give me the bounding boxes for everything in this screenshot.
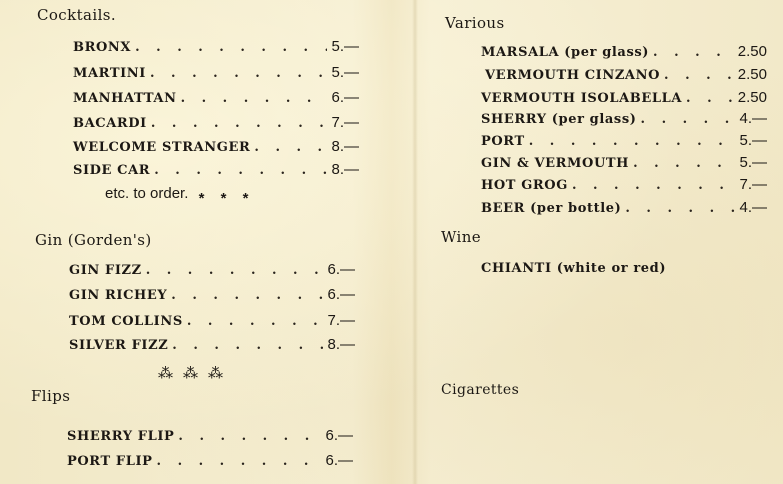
section-title-cocktails: Cocktails. xyxy=(37,6,117,24)
dot-leader xyxy=(686,91,734,106)
menu-item xyxy=(73,38,359,58)
item-name: SIDE CAR xyxy=(73,163,151,178)
item-price: 2.50 xyxy=(737,89,767,106)
dot-leader xyxy=(172,338,323,353)
menu-item xyxy=(73,89,359,109)
item-name: MARTINI xyxy=(73,66,146,81)
section-divider: ⁂⁂⁂ xyxy=(158,364,233,382)
dot-leader xyxy=(151,116,328,131)
dot-leader xyxy=(146,263,324,278)
section-title-various: Various xyxy=(445,14,505,32)
item-price: 4.— xyxy=(739,199,767,216)
item-price: 6.— xyxy=(327,286,355,303)
item-price: 5.— xyxy=(331,38,359,55)
item-name: SHERRY (per glass) xyxy=(481,112,637,127)
item-price: 8.— xyxy=(331,138,359,155)
menu-item xyxy=(73,138,359,158)
item-name: VERMOUTH ISOLABELLA xyxy=(481,91,683,106)
menu-item xyxy=(69,261,355,281)
dot-leader xyxy=(150,66,328,81)
dot-leader xyxy=(157,454,322,469)
item-name: MANHATTAN xyxy=(73,91,177,106)
note-stars: * * * xyxy=(198,190,255,207)
dot-leader xyxy=(154,163,327,178)
menu-item xyxy=(69,336,355,356)
item-name: CHIANTI (white or red) xyxy=(481,261,667,276)
item-name: BACARDI xyxy=(73,116,147,131)
dot-leader xyxy=(664,68,734,83)
dot-leader xyxy=(181,91,328,106)
item-name: TOM COLLINS xyxy=(69,314,183,329)
dot-leader xyxy=(187,314,324,329)
item-price: 5.— xyxy=(739,154,767,171)
menu-item xyxy=(481,132,767,152)
item-price: 5.— xyxy=(739,132,767,149)
dot-leader xyxy=(254,140,327,155)
item-price: 6.— xyxy=(327,261,355,278)
item-name: MARSALA (per glass) xyxy=(481,45,650,60)
item-price: 8.— xyxy=(331,161,359,178)
menu-item xyxy=(485,66,767,86)
menu-item xyxy=(481,176,767,196)
section-title-gin: Gin (Gorden's) xyxy=(35,231,152,249)
menu-item xyxy=(481,43,767,63)
order-note-text: etc. to order. xyxy=(105,185,189,202)
item-name: SILVER FIZZ xyxy=(69,338,169,353)
menu-item xyxy=(481,89,767,109)
dot-leader xyxy=(135,40,327,55)
section-title-flips: Flips xyxy=(31,387,71,405)
item-name: VERMOUTH CINZANO xyxy=(485,68,661,83)
section-title-wine: Wine xyxy=(441,228,482,246)
menu-item xyxy=(69,286,355,306)
item-name: BRONX xyxy=(73,40,132,55)
dot-leader xyxy=(633,156,735,171)
menu-item xyxy=(67,427,353,447)
menu-item xyxy=(73,161,359,181)
item-price: 7.— xyxy=(327,312,355,329)
menu-item xyxy=(73,64,359,84)
item-price: 4.— xyxy=(739,110,767,127)
menu-item xyxy=(69,312,355,332)
menu-item xyxy=(481,154,767,174)
item-name: PORT xyxy=(481,134,525,149)
item-price: 6.— xyxy=(331,89,359,106)
menu-item xyxy=(481,261,666,281)
dot-leader xyxy=(625,201,735,216)
item-price: 2.50 xyxy=(737,66,767,83)
item-price: 2.50 xyxy=(737,43,767,60)
item-name: BEER (per bottle) xyxy=(481,201,622,216)
dot-leader xyxy=(178,429,321,444)
item-name: SHERRY FLIP xyxy=(67,429,175,444)
item-name: WELCOME STRANGER xyxy=(73,140,251,155)
dot-leader xyxy=(653,45,734,60)
dot-leader xyxy=(641,112,736,127)
item-name: GIN & VERMOUTH xyxy=(481,156,630,171)
menu-item xyxy=(73,114,359,134)
item-name: GIN FIZZ xyxy=(69,263,142,278)
item-name: HOT GROG xyxy=(481,178,568,193)
dot-leader xyxy=(171,288,323,303)
item-price: 6.— xyxy=(325,427,353,444)
order-note xyxy=(105,185,255,207)
section-title-cigarettes: Cigarettes xyxy=(441,382,520,398)
item-name: GIN RICHEY xyxy=(69,288,168,303)
page-fold xyxy=(412,0,418,484)
item-price: 6.— xyxy=(325,452,353,469)
menu-item xyxy=(481,110,767,130)
menu-item xyxy=(67,452,353,472)
item-price: 7.— xyxy=(739,176,767,193)
item-price: 7.— xyxy=(331,114,359,131)
item-price: 8.— xyxy=(327,336,355,353)
item-name: PORT FLIP xyxy=(67,454,153,469)
dot-leader xyxy=(529,134,736,149)
dot-leader xyxy=(572,178,736,193)
menu-item xyxy=(481,199,767,219)
item-price: 5.— xyxy=(331,64,359,81)
